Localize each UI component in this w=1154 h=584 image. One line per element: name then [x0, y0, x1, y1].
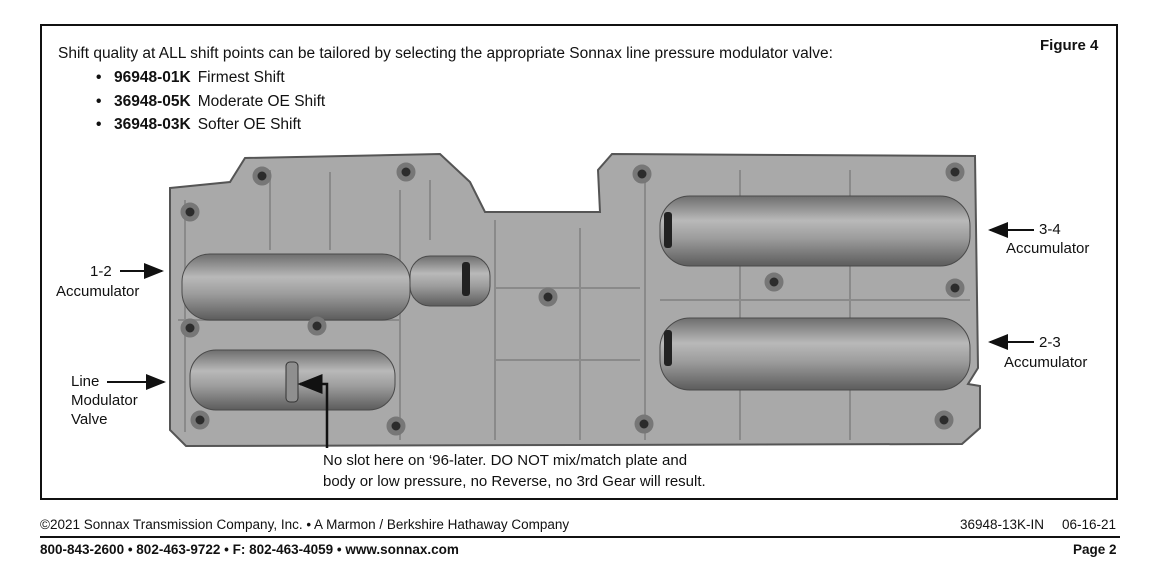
part-number: 96948-01K	[114, 69, 191, 86]
bullet-icon: •	[96, 116, 102, 133]
option-desc: Firmest Shift	[197, 69, 285, 86]
option-desc: Moderate OE Shift	[197, 92, 326, 110]
callout-2-3-label: Accumulator	[1004, 354, 1088, 371]
figure-intro: Shift quality at ALL shift points can be tailored by selecting the appropriate Sonnax line pressure modulator valve:	[58, 45, 833, 62]
callout-valve-label: Valve	[71, 411, 108, 428]
document-id: 36948-13K-IN	[960, 517, 1045, 532]
page-number: Page 2	[1073, 542, 1117, 557]
slot-warning-note	[323, 450, 706, 492]
figure-label: Figure 4	[1040, 37, 1099, 54]
contact-info: 800-843-2600 • 802-463-9722 • F: 802-463-4059 • www.sonnax.com	[40, 542, 459, 557]
callout-1-2-number: 1-2	[90, 263, 112, 280]
document-date: 06-16-21	[1062, 517, 1117, 532]
bullet-icon: •	[96, 69, 102, 86]
bullet-icon: •	[96, 92, 102, 110]
callout-3-4-label: Accumulator	[1006, 240, 1090, 257]
copyright-text: ©2021 Sonnax Transmission Company, Inc. • A Marmon / Berkshire Hathaway Company	[40, 517, 570, 532]
callout-3-4-number: 3-4	[1039, 221, 1061, 238]
footer-rule	[40, 536, 1120, 538]
part-number: 36948-03K	[114, 116, 191, 133]
bore-3-4	[660, 196, 970, 266]
callout-2-3-number: 2-3	[1039, 334, 1061, 351]
callout-modulator-label: Modulator	[71, 392, 138, 409]
callout-line-label: Line	[71, 373, 100, 390]
bore-1-2	[182, 254, 410, 320]
option-desc: Softer OE Shift	[197, 116, 302, 133]
callout-1-2-label: Accumulator	[56, 283, 140, 300]
note-line-1: No slot here on ‘96-later. DO NOT mix/match plate and	[323, 452, 688, 469]
part-number: 36948-05K	[114, 92, 191, 110]
note-line-2: body or low pressure, no Reverse, no 3rd Gear will result.	[323, 473, 706, 490]
bore-2-3	[660, 318, 970, 390]
